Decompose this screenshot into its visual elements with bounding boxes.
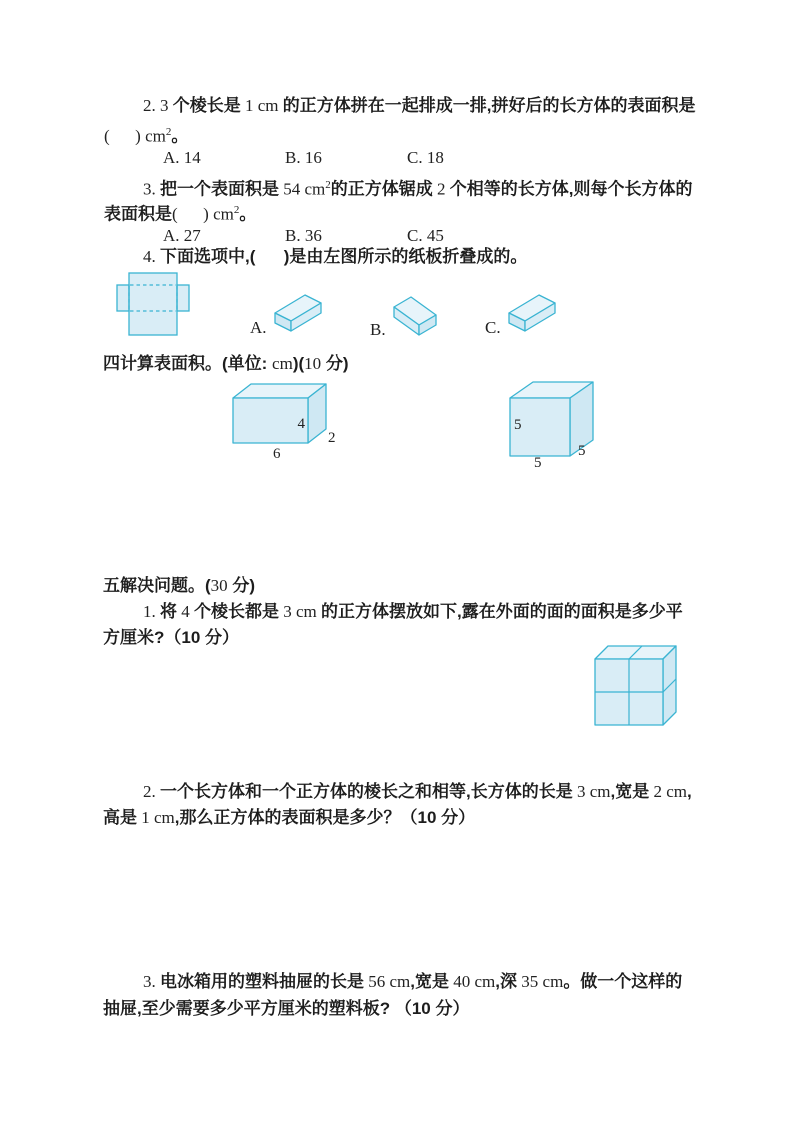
section5-heading: 五解决问题。(30 分) [103,576,256,595]
cube-right-label: 5 [578,443,586,459]
section4-heading: 四计算表面积。(单位: cm)(10 分) [103,354,349,373]
cuboid-depth-label: 2 [328,430,336,446]
cube-figure [505,375,600,470]
q4-option-a-label: A. [250,318,267,337]
q2-options-row [163,148,529,168]
q2-option-b: B. 16 [285,148,322,167]
cube-bottom-label: 5 [534,455,542,470]
cuboid-figure [225,378,355,464]
q4-option-c [485,290,558,336]
s5q1-text-line2: 方厘米?（10 分） [103,628,240,647]
q2-option-c: C. 18 [407,148,444,167]
s5q2-text-line2: 高是 1 cm,那么正方体的表面积是多少？（10 分） [103,808,476,827]
q4-option-b [370,292,439,338]
q3-text-line1: 3. 把一个表面积是 54 $cm^2$的正方体锯成 2 个相等的长方体,则每个长方体的 [143,179,693,199]
cube-front-label: 5 [514,417,522,433]
q3-option-c: C. 45 [407,226,444,245]
q3-text-line2: 表面积是( ) $cm^2$。 [104,204,257,224]
q4-option-c-box-figure [506,290,558,336]
q4-box-net-figure [112,267,197,345]
q3-option-b: B. 36 [285,226,322,245]
s5q3-text-line2: 抽屉,至少需要多少平方厘米的塑料板? （10 分） [103,999,470,1018]
four-cubes-figure [590,642,685,732]
q4-option-a-box-figure [272,290,324,336]
q4-text-line1: 4. 下面选项中,( )是由左图所示的纸板折叠成的。 [143,247,528,266]
q3-option-a: A. 27 [163,226,201,245]
s5q3-text-line1: 3. 电冰箱用的塑料抽屉的长是 56 cm,宽是 40 cm,深 35 cm。做一个这样的 [143,972,683,991]
s5q1-text-line1: 1. 将 4 个棱长都是 3 cm 的正方体摆放如下,露在外面的面的面积是多少平 [143,602,683,621]
q4-option-c-label: C. [485,318,501,337]
q2-option-a: A. 14 [163,148,201,167]
q2-text-line1: 2. 3 个棱长是 1 cm 的正方体拼在一起排成一排,拼好后的长方体的表面积是 [143,96,696,115]
q3-options-row [163,226,529,246]
cuboid-length-label: 6 [273,446,281,462]
q4-option-b-box-figure [391,292,439,338]
q2-text-line2: ( ) $cm^2$。 [104,126,189,146]
s5q2-text-line1: 2. 一个长方体和一个正方体的棱长之和相等,长方体的长是 3 cm,宽是 2 cm, [143,782,692,801]
cuboid-height-label: 4 [297,416,305,432]
q4-option-a [250,290,324,336]
q4-option-b-label: B. [370,320,386,339]
